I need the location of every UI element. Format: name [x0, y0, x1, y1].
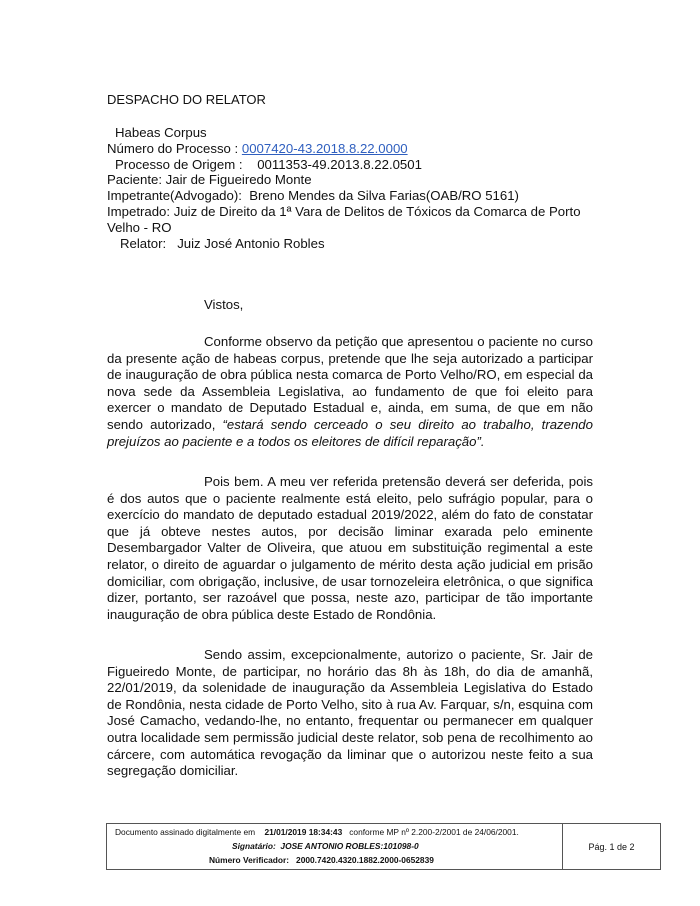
- signed-line: [115, 827, 519, 837]
- verifier-number: 2000.7420.4320.1882.2000-0652839: [296, 855, 434, 865]
- rapporteur-label: Relator:: [120, 235, 167, 251]
- respondent-name: Juiz de Direito da 1ª Vara de Delitos de Tóxicos da Comarca de Porto Velho - RO: [107, 203, 581, 235]
- paragraph-2: Pois bem. A meu ver referida pretensão deverá ser deferida, pois é dos autos que o paciente realmente está eleito, pelo sufrágio popular, para o exercício do mandato de deputado estadual 2019/2022, além do fato de constatar que já obteve nestes autos, por decisão liminar exarada pelo eminente Desembargador Valter de Oliveira, que atuou em substituição regimental a este relator, o direito de aguardar o julgamento de mérito desta ação judicial em prisão domiciliar, com obrigação, inclusive, de usar tornozeleira eletrônica, o que significa dizer, portanto, ser razoável que possa, neste azo, participar de tão importante inauguração de obra pública deste Estado de Rondônia.: [107, 474, 593, 622]
- case-class-value: Habeas Corpus: [115, 125, 207, 140]
- verifier-line: [209, 855, 434, 865]
- rapporteur-row: [107, 236, 587, 252]
- origin-number: 0011353-49.2013.8.22.0501: [257, 156, 422, 172]
- respondent-label: Impetrado:: [107, 203, 171, 219]
- mp-text: conforme MP nº 2.200-2/2001 de 24/06/2001.: [349, 827, 519, 837]
- origin-row: [107, 157, 587, 173]
- patient-label: Paciente:: [107, 172, 162, 188]
- document-heading: DESPACHO DO RELATOR: [107, 92, 266, 107]
- page-number: [563, 824, 660, 869]
- process-number-label: Número do Processo :: [107, 140, 239, 156]
- petitioner-label: Impetrante(Advogado):: [107, 188, 242, 204]
- paragraph-1-quote: “estará sendo cerceado o seu direito ao trabalho, trazendo prejuízos ao paciente e a todos os eleitores de difícil reparação”.: [107, 416, 593, 449]
- signed-label: Documento assinado digitalmente em: [115, 827, 256, 837]
- verifier-label: Número Verificador:: [209, 855, 290, 865]
- page-number-text: Pág. 1 de 2: [588, 841, 635, 852]
- signatory-label: Signatário:: [232, 841, 276, 851]
- petitioner-row: [107, 188, 587, 204]
- origin-label: Processo de Origem :: [115, 156, 243, 172]
- signature-info: [107, 824, 563, 869]
- paragraph-1-text: Conforme observo da petição que apresentou o paciente no curso da presente ação de habeas corpus, pretende que lhe seja autorizado a participar de inauguração de obra pública nesta comarca de Porto Velho/RO, em especial da nova sede da Assembleia Legislativa, ao fundamento de que foi eleito para exercer o mandato de Deputado Estadual e, ainda, em suma, de que em não sendo autorizado,: [107, 334, 593, 432]
- rapporteur-name: Juiz José Antonio Robles: [177, 235, 325, 251]
- paragraph-1: [107, 334, 593, 450]
- case-class: [107, 125, 587, 141]
- signature-footer: [106, 823, 661, 870]
- case-info: [107, 125, 587, 251]
- patient-row: [107, 172, 587, 188]
- patient-name: Jair de Figueiredo Monte: [165, 172, 312, 188]
- signed-datetime: 21/01/2019 18:34:43: [264, 827, 343, 837]
- signatory-name: JOSE ANTONIO ROBLES:101098-0: [280, 841, 419, 851]
- respondent-row: [107, 204, 587, 236]
- greeting: Vistos,: [204, 297, 244, 312]
- signatory-line: [232, 841, 419, 851]
- paragraph-3: Sendo assim, excepcionalmente, autorizo o paciente, Sr. Jair de Figueiredo Monte, de participar, no horário das 8h às 18h, do dia de amanhã, 22/01/2019, da solenidade de inauguração da Assembleia Legislativa do Estado de Rondônia, nesta cidade de Porto Velho, sito à rua Av. Farquar, s/n, esquina com José Camacho, vedando-lhe, no entanto, frequentar ou permanecer em qualquer outra localidade sem permissão judicial deste relator, sob pena de recolhimento ao cárcere, com automática revogação da liminar que o autorizou neste feito a sua segregação domiciliar.: [107, 647, 593, 779]
- petitioner-name: Breno Mendes da Silva Farias(OAB/RO 5161): [249, 188, 519, 204]
- process-number-link[interactable]: 0007420-43.2018.8.22.0000: [241, 140, 408, 156]
- process-number-row: [107, 141, 587, 157]
